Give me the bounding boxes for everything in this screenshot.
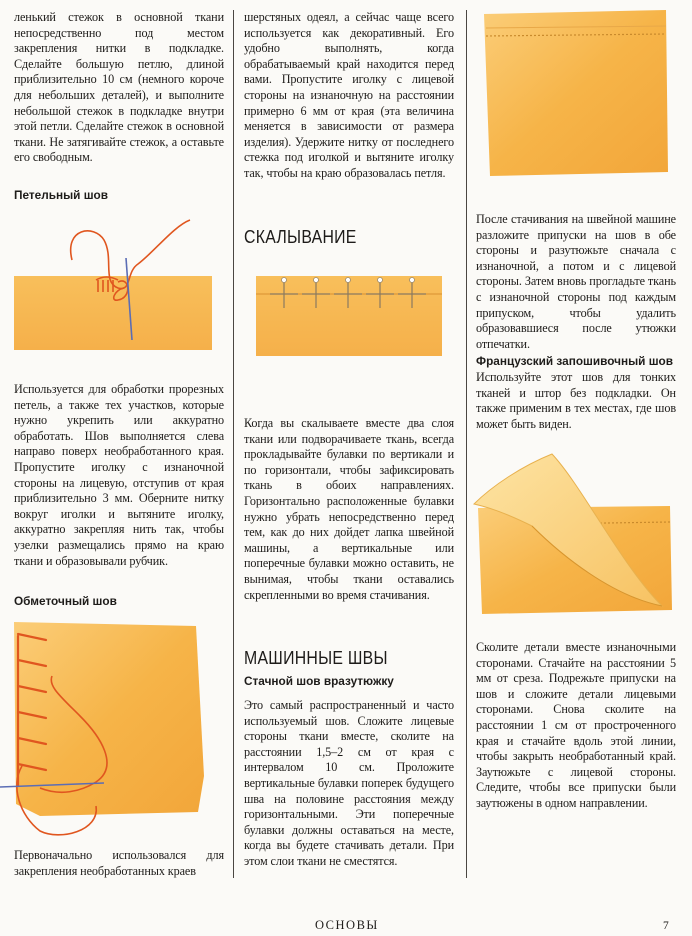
french-seam-illustration bbox=[472, 446, 676, 626]
french-seam-text: Используйте этот шов для тонких тканей и штор без подкладки. Он также применим в тех местах, где шов может быть виден. bbox=[476, 370, 676, 431]
buttonhole-stitch-illustration bbox=[14, 218, 224, 368]
plain-seam-text: Это самый распространенный и часто используемый шов. Сложите лицевые стороны ткани вместе, сколите на расстоянии 1,5–2 см от края с интервалом 10 см. Проложите вертикальные булавки поперек будущего шва на половине расстояния между горизонтальными. Эти поперечные булавки должны оставаться на месте, когда вы будете стачивать детали. При этом слои ткани не сместятся. bbox=[244, 698, 454, 868]
column-divider bbox=[233, 10, 234, 878]
footer-section-name: ОСНОВЫ bbox=[315, 918, 379, 932]
page-number: 7 bbox=[663, 920, 669, 932]
pressed-seam-illustration bbox=[476, 6, 676, 186]
fabric-swatch bbox=[14, 622, 204, 816]
pinning-text: Когда вы скалываете вместе два слоя ткани или подворачиваете ткань, всегда прокладывайте булавки по вертикали и по горизонтали, чтобы зафиксировать ткань в обоих направлениях. Горизонтально расположенные булавки нужно убрать непосредственно перед тем, как до них дойдет лапка швейной машины, а вертикальные или поперечные булавки можно оставить, не вынимая, чтобы ткани оставались скрепленными во время стачивания. bbox=[244, 416, 454, 602]
plain-seam-heading: Стачной шов вразутюжку bbox=[244, 674, 394, 688]
fabric-swatch bbox=[484, 10, 668, 176]
col2-intro-paragraph: шерстяных одеял, а сейчас чаще всего используется как декоративный. Его удобно выполнять, когда обрабатываемый край находится перед вами. Пропустите иголку с лицевой стороны на изнаночную на расстоянии примерно 6 мм от края (эта величина меняется в зависимости от размера изделия). Удержите нитку от последнего стежка под иголкой и вытяните иголку так, чтобы на краю образовалась петля. bbox=[244, 10, 454, 180]
french-seam-heading: Французский запошивочный шов bbox=[476, 354, 673, 368]
buttonhole-stitch-text: Используется для обработки прорезных петель, а также тех участков, которые нужно укрепить или аккуратно обработать. Шов выполняется слева направо поверх необработанного края. Пропустите иголку с изнаночной стороны на лицевую, отступив от края приблизительно 3 мм. Оберните нитку вокруг иголки и вытяните иголку, аккуратно закрепляя нить так, чтобы узелки размещались прямо на краю ткани и образовывали рубчик. bbox=[14, 382, 224, 568]
machine-seams-title: МАШИННЫЕ ШВЫ bbox=[244, 648, 388, 668]
buttonhole-stitch-heading: Петельный шов bbox=[14, 188, 108, 202]
pressing-text: После стачивания на швейной машине разложите припуски на шов в обе стороны и разутюжьте сначала с изнаночной, а потом и с лицевой стороны. Затем вновь прогладьте ткань с изнаночной стороны под каждым припуском, чтобы удалить образовавшиеся после утюжки отпечатки. bbox=[476, 212, 676, 351]
column-divider bbox=[466, 10, 467, 878]
pinning-section-title: СКАЛЫВАНИЕ bbox=[244, 227, 357, 247]
overcast-stitch-heading: Обметочный шов bbox=[14, 594, 117, 608]
french-seam-steps: Сколите детали вместе изнаночными сторонами. Стачайте на расстоянии 5 мм от среза. Подрежьте припуски на шов и сложите детали лицевыми сторонами. Снова сколите на расстоянии 1 см от простроченного края и стачайте вдоль этой линии, чтобы закрыть необработанный край. Заутюжьте с лицевой стороны. Следите, чтобы все припуски были заутюжены в одном направлении. bbox=[476, 640, 676, 810]
pinning-illustration bbox=[244, 268, 454, 368]
col1-intro-paragraph: ленький стежок в основной ткани непосредственно под местом закрепления нитки в подкладке. Сделайте большую петлю, длиной приблизительно 10 см (немного короче для небольших деталей), и выполните небольшой стежок в подкладке внутри этой петли. Сделайте стежок в основной ткани. Не затягивайте стежок, а оставьте его свободным. bbox=[14, 10, 224, 165]
overcast-stitch-text: Первоначально использовался для закрепления необработанных краев bbox=[14, 848, 224, 878]
overcast-stitch-illustration bbox=[0, 616, 224, 841]
